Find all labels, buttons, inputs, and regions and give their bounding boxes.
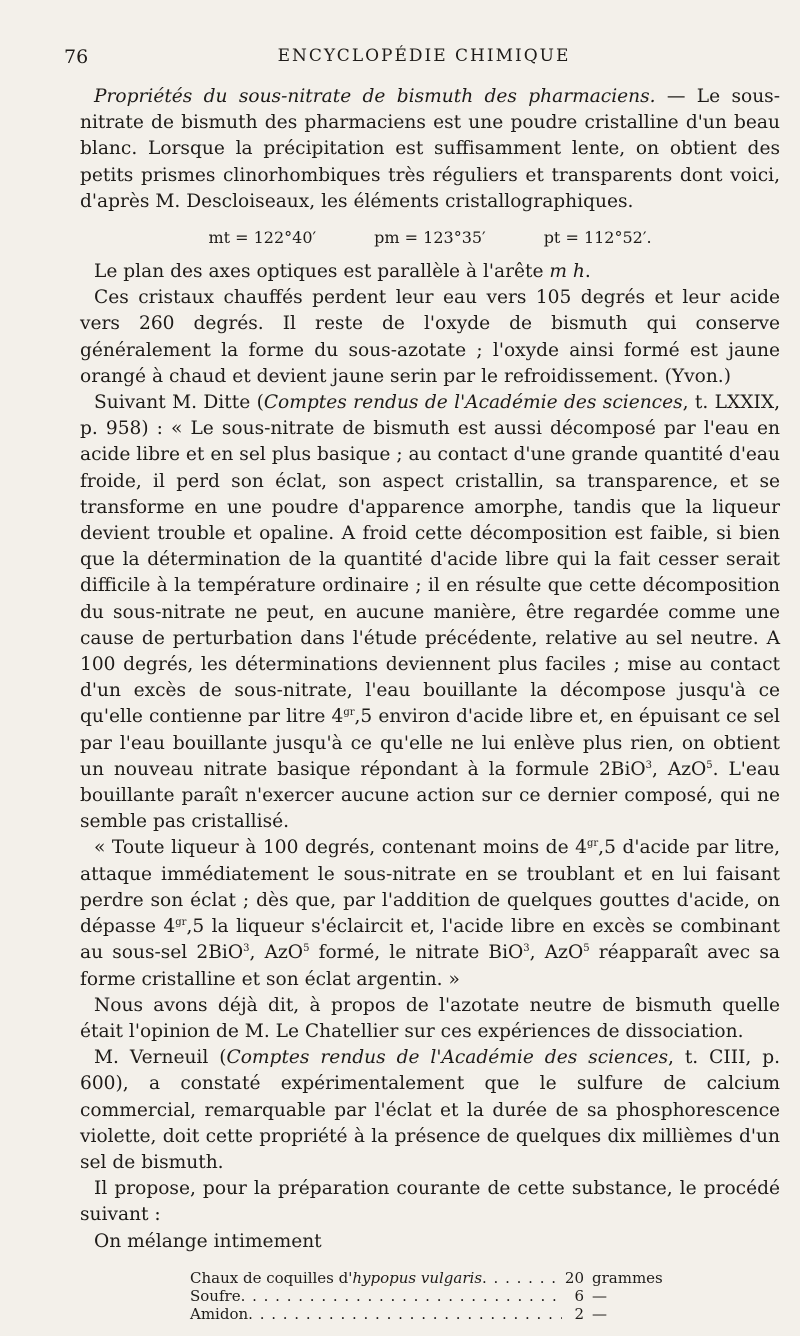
ingredient-name-text: Amidon	[190, 1304, 249, 1323]
dot-leader	[241, 1287, 562, 1305]
p4-start: Suivant M. Ditte (	[94, 392, 264, 414]
p4-c: , AzO	[652, 758, 707, 780]
ingredient-unit: —	[592, 1286, 607, 1305]
p2-text: Le plan des axes optiques est parallèle à l'arête	[94, 261, 550, 283]
angle-mt: mt = 122°40′	[208, 228, 317, 248]
p4-reference: Comptes rendus de l'Académie des sciences	[263, 392, 683, 414]
p2-end: .	[584, 261, 591, 283]
angle-pt: pt = 112°52′.	[543, 228, 652, 248]
angle-pm: pm = 123°35′	[374, 228, 486, 248]
ingredient-quantity: 6	[574, 1286, 584, 1305]
page-number: 76	[64, 46, 89, 68]
p5-sup1: gr	[586, 838, 599, 850]
p5-g: réapparaît avec sa forme cristalline et son éclat argentin. »	[80, 942, 780, 990]
recipe-row	[190, 1269, 670, 1287]
p5-sup6: 5	[583, 943, 590, 955]
ingredient-name-text: Soufre	[190, 1286, 241, 1305]
p5-e: formé, le nitrate BiO	[309, 942, 524, 964]
p5-sup3: 3	[243, 943, 250, 955]
p4-sup1: gr	[343, 707, 355, 719]
ingredient-name	[190, 1305, 248, 1323]
paragraph-8: Il propose, pour la préparation courante de cette substance, le procédé suivant :	[80, 1178, 780, 1226]
recipe-row	[190, 1305, 670, 1323]
recipe-list	[190, 1269, 780, 1323]
body-text	[80, 84, 780, 1323]
p5-sup4: 5	[303, 943, 310, 955]
paragraph-7	[80, 1045, 780, 1176]
p7-reference: Comptes rendus de l'Académie des sciences	[226, 1047, 668, 1069]
paragraph-1-text: — Le sous-nitrate de bismuth des pharmaciens est une poudre cristalline d'un beau blanc. Lorsque la précipitation est suffisamment lente, on obtient des petits prismes clinorhombiques très réguliers et transparents dont voici, d'après M. Descloiseaux, les éléments cristallographiques.	[80, 86, 781, 212]
recipe-row	[190, 1287, 670, 1305]
ingredient-name	[190, 1269, 482, 1287]
p7-rest: , t. CIII, p. 600), a constaté expérimentalement que le sulfure de calcium commercial, remarquable par l'éclat et la durée de sa phosphorescence violette, doit cette propriété à la présence de quelques dix millièmes d'un sel de bismuth.	[80, 1047, 781, 1173]
paragraph-9: On mélange intimement	[94, 1230, 322, 1252]
p7-start: M. Verneuil (	[94, 1047, 227, 1069]
p5-d: , AzO	[249, 942, 304, 964]
dot-leader	[482, 1269, 562, 1287]
ingredient-unit: —	[592, 1304, 607, 1323]
p4-sup3: 5	[706, 759, 713, 771]
dot-leader	[248, 1305, 562, 1323]
ingredient-name-italic: hypopus vulgaris	[352, 1268, 483, 1287]
paragraph-3: Ces cristaux chauffés perdent leur eau vers 105 degrés et leur acide vers 260 degrés. Il reste de l'oxyde de bismuth qui conserve généralement la forme du sous-azotate ; l'oxyde ainsi formé est jaune orangé à chaud et devient jaune serin par le refroidissement. (Yvon.)	[80, 287, 780, 387]
p5-a: « Toute liqueur à 100 degrés, contenant moins de 4	[94, 837, 587, 859]
p4-sup2: 3	[645, 759, 653, 771]
paragraph-4	[80, 390, 780, 835]
crystal-angles	[80, 227, 780, 249]
p5-b: ,5 d'acide par litre, attaque immédiatement le sous-nitrate en se troublant et en lui faisant perdre son éclat ; dès que, par l'addition de quelques gouttes d'acide, on dépasse 4	[80, 837, 780, 938]
ingredient-quantity: 20	[564, 1268, 584, 1287]
p4-d: . L'eau bouillante paraît n'exercer aucune action sur ce dernier composé, qui ne semble pas cristallisé.	[80, 758, 780, 833]
ingredient-unit: grammes	[592, 1268, 663, 1287]
page-header	[64, 46, 784, 72]
p5-c: ,5 la liqueur s'éclaircit et, l'acide libre en excès se combinant au sous-sel 2BiO	[80, 916, 780, 964]
paragraph-2	[80, 259, 780, 285]
paragraph-5	[80, 835, 780, 992]
section-title: Propriétés du sous-nitrate de bismuth des pharmaciens.	[94, 86, 656, 107]
p5-f: , AzO	[529, 942, 584, 964]
p4-a: , t. LXXIX, p. 958) : « Le sous-nitrate de bismuth est aussi décomposé par l'eau en acide libre et en sel plus basique ; au contact d'une grande quantité d'eau froide, il perd son éclat, son aspect cristallin, sa transparence, et se transforme en une poudre d'apparence amorphe, tandis que la liqueur devient trouble et opaline. A froid cette décomposition est faible, si bien que la détermination de la quantité d'acide libre qui la fait cesser serait difficile à la température ordinaire ; il en résulte que cette décomposition du sous-nitrate ne peut, en aucune manière, être regardée comme une cause de perturbation dans l'étude précédente, relative au sel neutre. A 100 degrés, les déterminations deviennent plus faciles ; mise au contact d'un excès de sous-nitrate, l'eau bouillante la décompose jusqu'à ce qu'elle contienne par litre 4	[80, 392, 780, 728]
p5-sup2: gr	[175, 916, 187, 928]
paragraph-1	[80, 84, 780, 215]
running-title: ENCYCLOPÉDIE CHIMIQUE	[277, 46, 571, 66]
ingredient-quantity: 2	[574, 1304, 584, 1323]
p5-sup5: 3	[523, 943, 530, 955]
ingredient-name	[190, 1287, 241, 1305]
p4-b: ,5 environ d'acide libre et, en épuisant ce sel par l'eau bouillante jusqu'à ce qu'elle ne lui enlève plus rien, on obtient un nouveau nitrate basique répondant à la formule 2BiO	[80, 706, 780, 780]
p2-edge: m h	[549, 261, 585, 283]
ingredient-name-text: Chaux de coquilles d'	[190, 1268, 353, 1287]
paragraph-6: Nous avons déjà dit, à propos de l'azotate neutre de bismuth quelle était l'opinion de M. Le Chatellier sur ces expériences de dissociation.	[80, 994, 780, 1042]
